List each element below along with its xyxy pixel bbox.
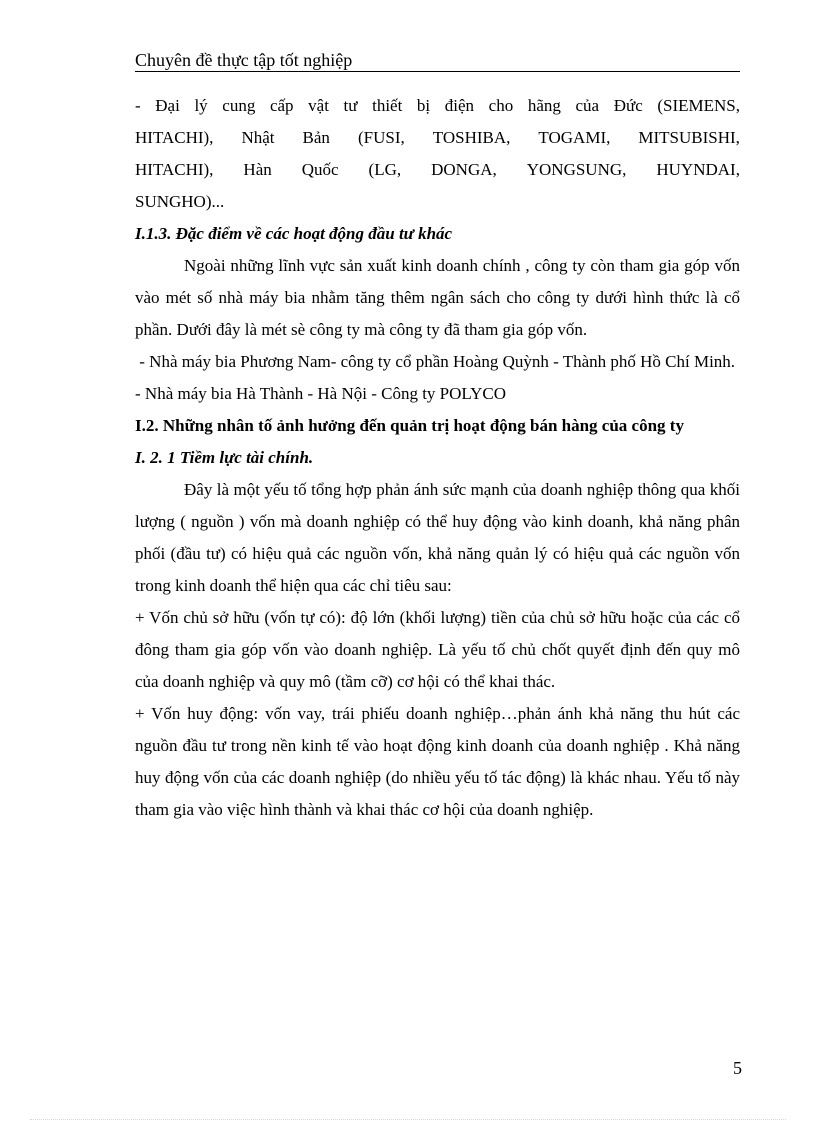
document-body [135, 90, 740, 826]
section-heading-1-2-1: I. 2. 1 Tiềm lực tài chính. [135, 448, 314, 467]
dealer-word: TOSHIBA, [432, 128, 511, 147]
dealer-intro: - Đại lý cung cấp vật tư thiết bị điện cho hãng của Đức (SIEMENS, [135, 96, 740, 115]
footer-divider [30, 1119, 786, 1120]
section-heading-1-1-3: I.1.3. Đặc điểm về các hoạt động đầu tư khác [135, 224, 453, 243]
brewery-item-2: - Nhà máy bia Hà Thành - Hà Nội - Công ty POLYCO [135, 384, 506, 403]
brewery-item-1: - Nhà máy bia Phương Nam- công ty cổ phần Hoàng Quỳnh - Thành phố Hồ Chí Minh. [135, 352, 736, 371]
dealer-word: DONGA, [431, 160, 497, 179]
section-1-2-1-paragraph: Đây là một yếu tố tổng hợp phản ánh sức mạnh của doanh nghiệp thông qua khối lượng ( nguồn ) vốn mà doanh nghiệp có thể huy động vào kinh doanh, khả năng phân phối (đầu tư) có hiệu quả các nguồn vốn, khả năng quản lý có hiệu quả các nguồn vốn trong kinh doanh thể hiện qua các chỉ tiêu sau: [135, 480, 740, 595]
dealer-word: HUYNDAI, [656, 160, 740, 179]
page-number: 5 [733, 1058, 742, 1078]
borrowed-capital-item: + Vốn huy động: vốn vay, trái phiếu doanh nghiệp…phản ánh khả năng thu hút các nguồn đầu tư trong nền kinh tế vào hoạt động kinh doanh của doanh nghiệp . Khả năng huy động vốn của các doanh nghiệp (do nhiều yếu tố tác động) là khác nhau. Yếu tố này tham gia vào việc hình thành và khai thác cơ hội của doanh nghiệp. [135, 704, 740, 819]
dealer-word: Quốc [301, 160, 339, 179]
dealer-word: HITACHI), [135, 128, 214, 147]
dealer-word: TOGAMI, [538, 128, 611, 147]
dealer-word: MITSUBISHI, [638, 128, 740, 147]
dealer-word: Hàn [243, 160, 272, 179]
dealer-line-4: SUNGHO)... [135, 192, 225, 211]
dealer-word: (LG, [368, 160, 402, 179]
equity-item: + Vốn chủ sở hữu (vốn tự có): độ lớn (khối lượng) tiền của chủ sở hữu hoặc của các cổ đông tham gia góp vốn vào doanh nghiệp. Là yếu tố chủ chốt quyết định đến quy mô của doanh nghiệp và quy mô (tầm cỡ) cơ hội có thể khai thác. [135, 608, 740, 691]
dealer-word: Bản [302, 128, 330, 147]
dealer-line-3 [135, 154, 740, 186]
dealer-word: HITACHI), [135, 160, 214, 179]
section-1-1-3-paragraph: Ngoài những lĩnh vực sản xuất kinh doanh chính , công ty còn tham gia góp vốn vào mét số nhà máy bia nhằm tăng thêm ngân sách cho công ty dưới hình thức là cổ phần. Dưới đây là mét sè công ty mà công ty đã tham gia góp vốn. [135, 256, 740, 339]
dealer-word: YONGSUNG, [526, 160, 627, 179]
header-rule [135, 71, 740, 72]
running-header: Chuyên đề thực tập tốt nghiệp [135, 50, 353, 70]
dealer-word: Nhật [241, 128, 275, 147]
dealer-line-2 [135, 122, 740, 154]
section-heading-1-2: I.2. Những nhân tố ảnh hưởng đến quản trị hoạt động bán hàng của công ty [135, 416, 684, 435]
dealer-word: (FUSI, [357, 128, 405, 147]
